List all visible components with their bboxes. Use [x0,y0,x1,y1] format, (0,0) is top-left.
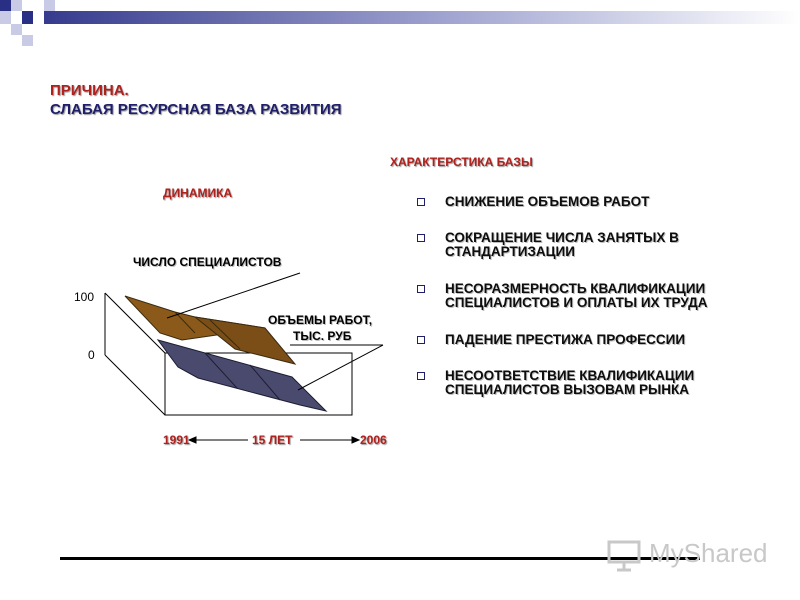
slide-title: СЛАБАЯ РЕСУРСНАЯ БАЗА РАЗВИТИЯ [50,101,342,118]
square-bullet-icon [417,234,425,242]
watermark [605,536,768,574]
list-item: НЕСОРАЗМЕРНОСТЬ КВАЛИФИКАЦИИ СПЕЦИАЛИСТОВ И ОПЛАТЫ ИХ ТРУДА [415,282,775,310]
slide-title-cause: ПРИЧИНА. [50,82,129,99]
list-item: СОКРАЩЕНИЕ ЧИСЛА ЗАНЯТЫХ В СТАНДАРТИЗАЦИИ [415,231,775,259]
year-start: 1991 [163,433,190,447]
volumes-callout [298,345,383,390]
watermark-text: MyShared [649,538,768,568]
period-label: 15 ЛЕТ [252,433,293,447]
floor-left-edge [105,355,165,415]
specialists-callout [167,273,300,318]
presentation-board-icon [605,536,645,574]
volumes-label-line1: ОБЪЕМЫ РАБОТ, [268,313,373,327]
dynamics-header: ДИНАМИКА [163,186,233,200]
characteristics-list [415,195,775,397]
square-bullet-icon [417,336,425,344]
footer-divider [60,557,700,560]
specialists-label: ЧИСЛО СПЕЦИАЛИСТОВ [133,255,282,269]
y-tick-100: 100 [74,290,95,304]
y-tick-0: 0 [88,348,95,362]
volumes-label-line2: ТЫС. РУБ [293,329,352,343]
characteristics-header: ХАРАКТЕРСТИКА БАЗЫ [390,155,533,169]
square-bullet-icon [417,198,425,206]
square-bullet-icon [417,372,425,380]
list-item: ПАДЕНИЕ ПРЕСТИЖА ПРОФЕССИИ [415,333,775,347]
list-item: СНИЖЕНИЕ ОБЪЕМОВ РАБОТ [415,195,775,209]
list-item: НЕСООТВЕТСТВИЕ КВАЛИФИКАЦИИ СПЕЦИАЛИСТОВ ВЫЗОВАМ РЫНКА [415,369,775,397]
year-end: 2006 [360,433,387,447]
specialists-area [125,296,295,364]
square-bullet-icon [417,285,425,293]
